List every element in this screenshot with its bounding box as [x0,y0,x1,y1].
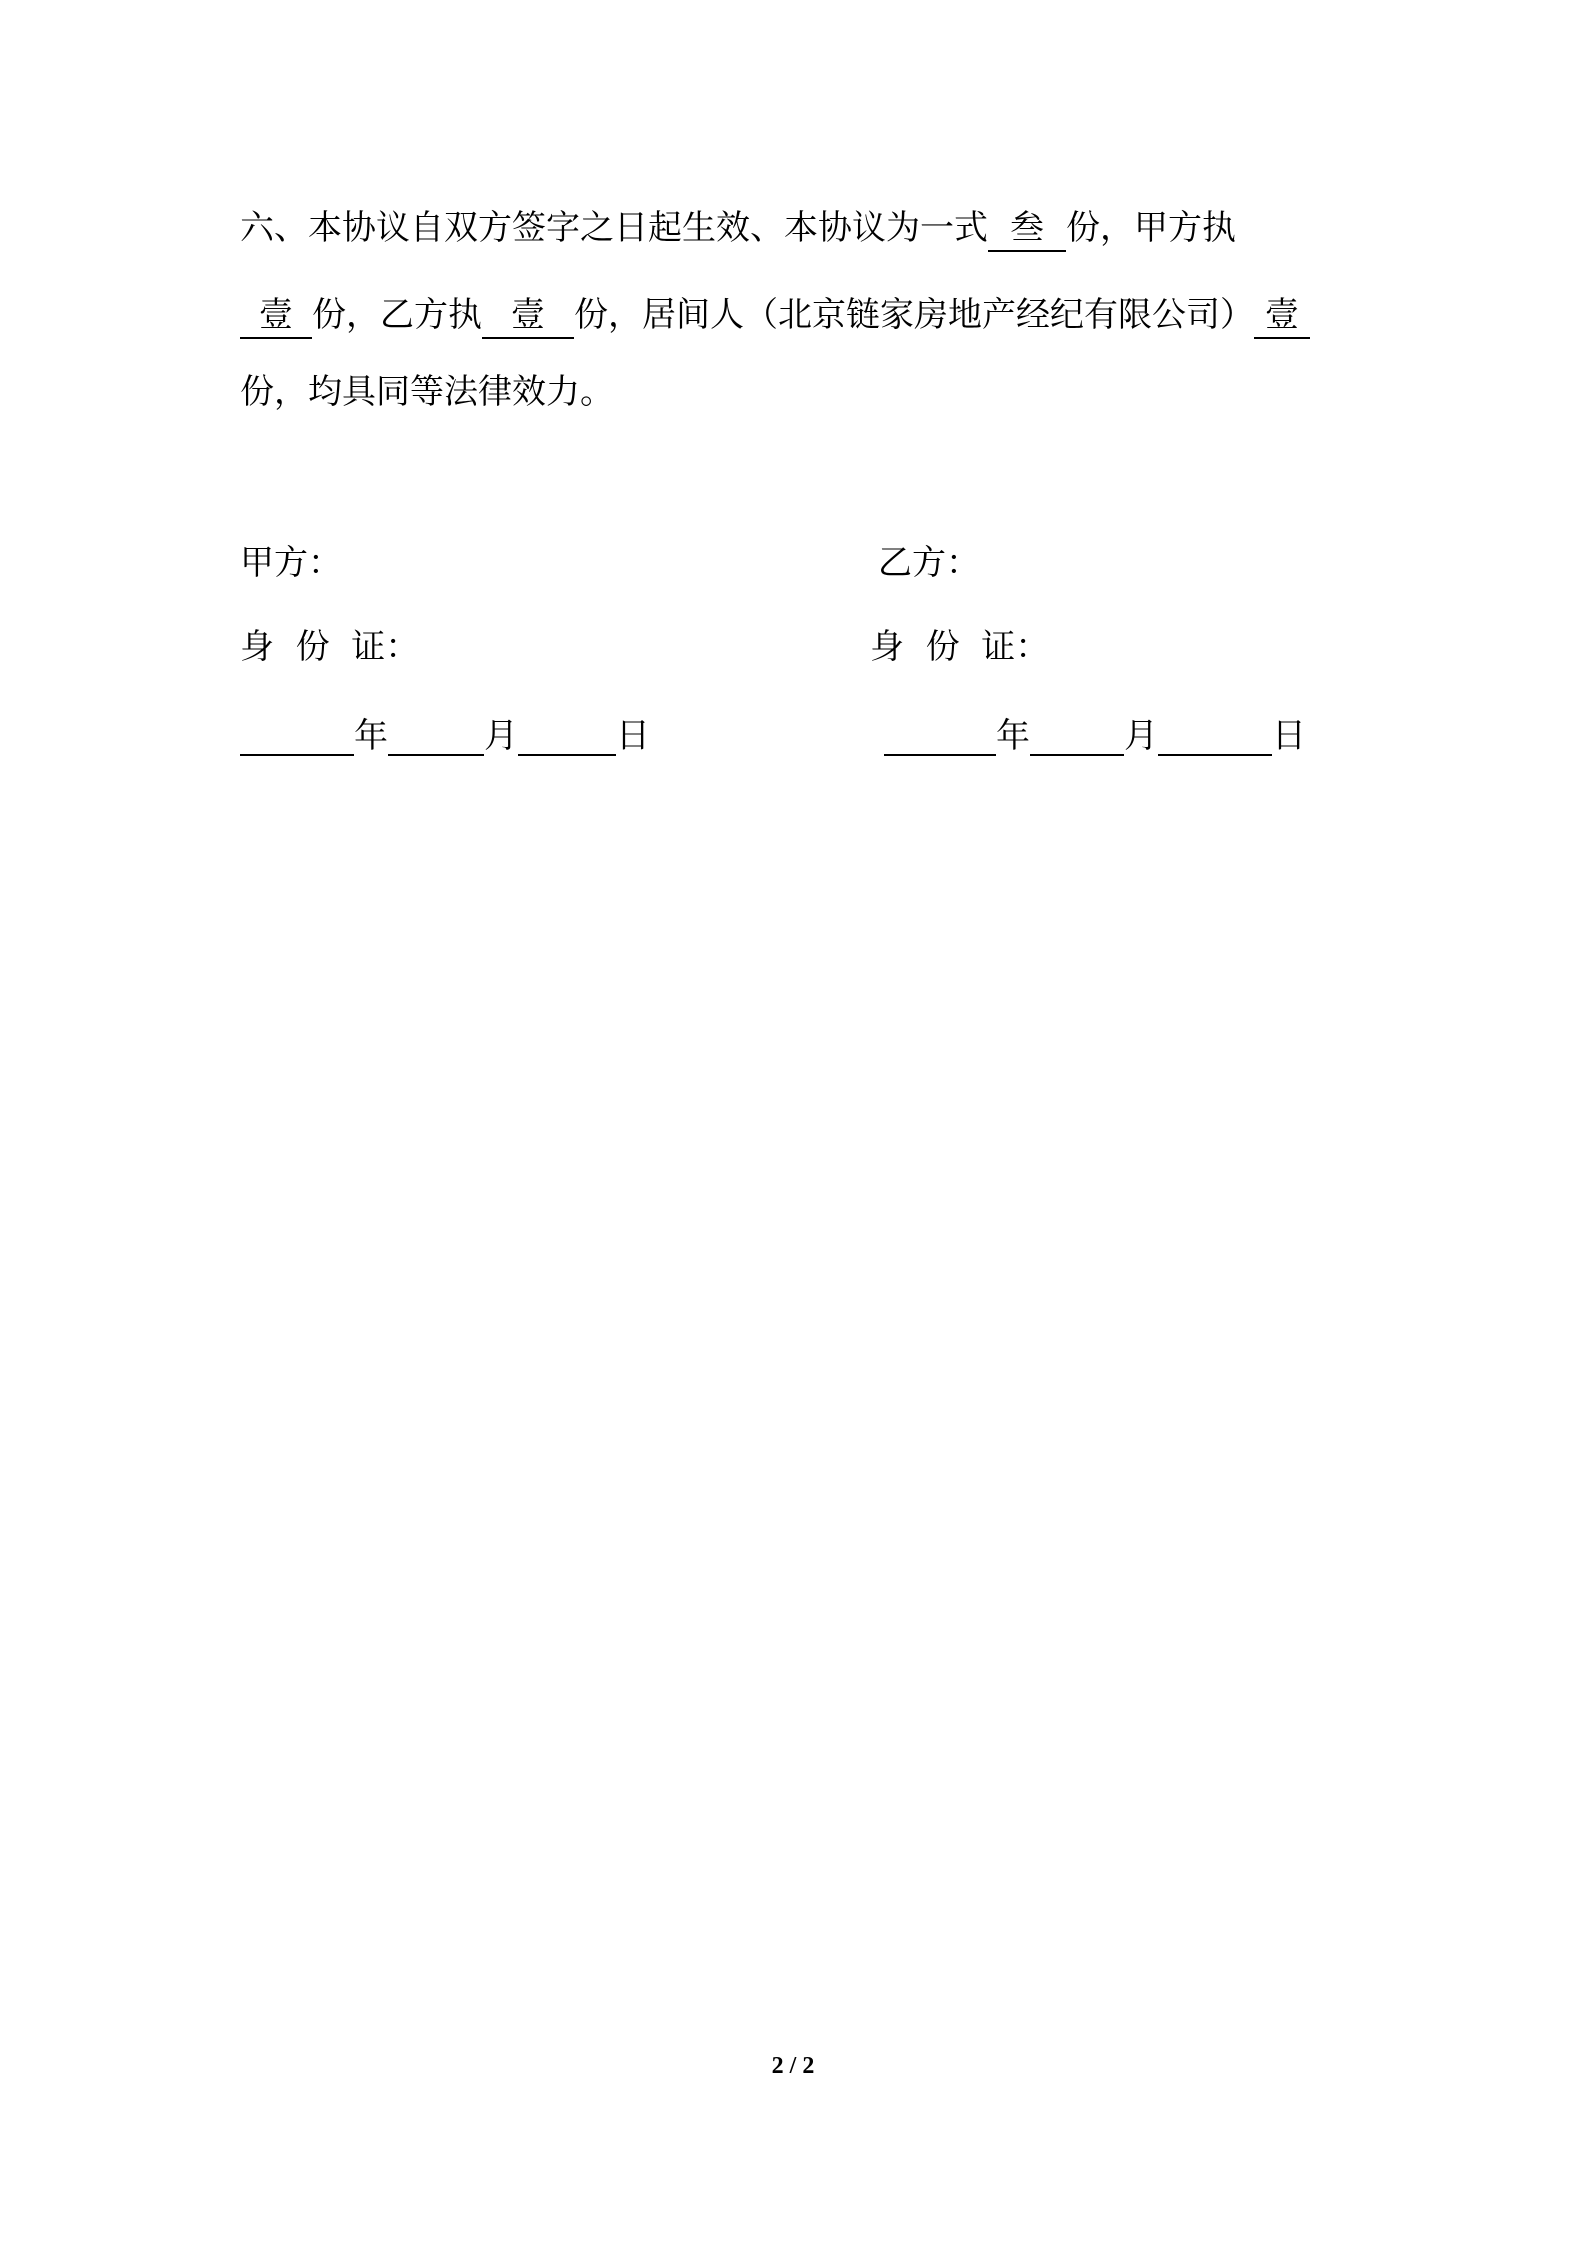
party-b-id-label: 身 份 证： [870,627,1050,667]
day-blank [1158,718,1272,756]
day-label: 日 [1272,716,1306,756]
party-b-date [884,716,1306,756]
page-number: 2 / 2 [771,2053,815,2079]
year-label: 年 [354,716,388,756]
day-blank [518,718,616,756]
copies-party-a-field: 壹 [240,295,312,339]
party-a-id-label: 身 份 证： [240,627,420,667]
clause-line-3 [240,372,614,412]
month-blank [1030,718,1124,756]
clause-text: 六、本协议自双方签字之日起生效、本协议为一式 [240,208,988,248]
clause-text: 份，居间人（北京链家房地产经纪有限公司） [574,295,1254,335]
party-b-label: 乙方： [878,543,980,583]
clause-line-2 [240,295,1310,339]
clause-text: 份，甲方执 [1066,208,1236,248]
copies-agent-field: 壹 [1254,295,1310,339]
copies-total-field: 叁 [988,208,1066,252]
month-label: 月 [1124,716,1158,756]
clause-text: 份，均具同等法律效力。 [240,372,614,412]
clause-line-1 [240,208,1236,252]
year-blank [884,718,996,756]
party-a-label: 甲方： [240,543,342,583]
copies-party-b-field: 壹 [482,295,574,339]
month-blank [388,718,484,756]
year-blank [240,718,354,756]
month-label: 月 [484,716,518,756]
year-label: 年 [996,716,1030,756]
day-label: 日 [616,716,650,756]
clause-text: 份，乙方执 [312,295,482,335]
party-a-date [240,716,650,756]
